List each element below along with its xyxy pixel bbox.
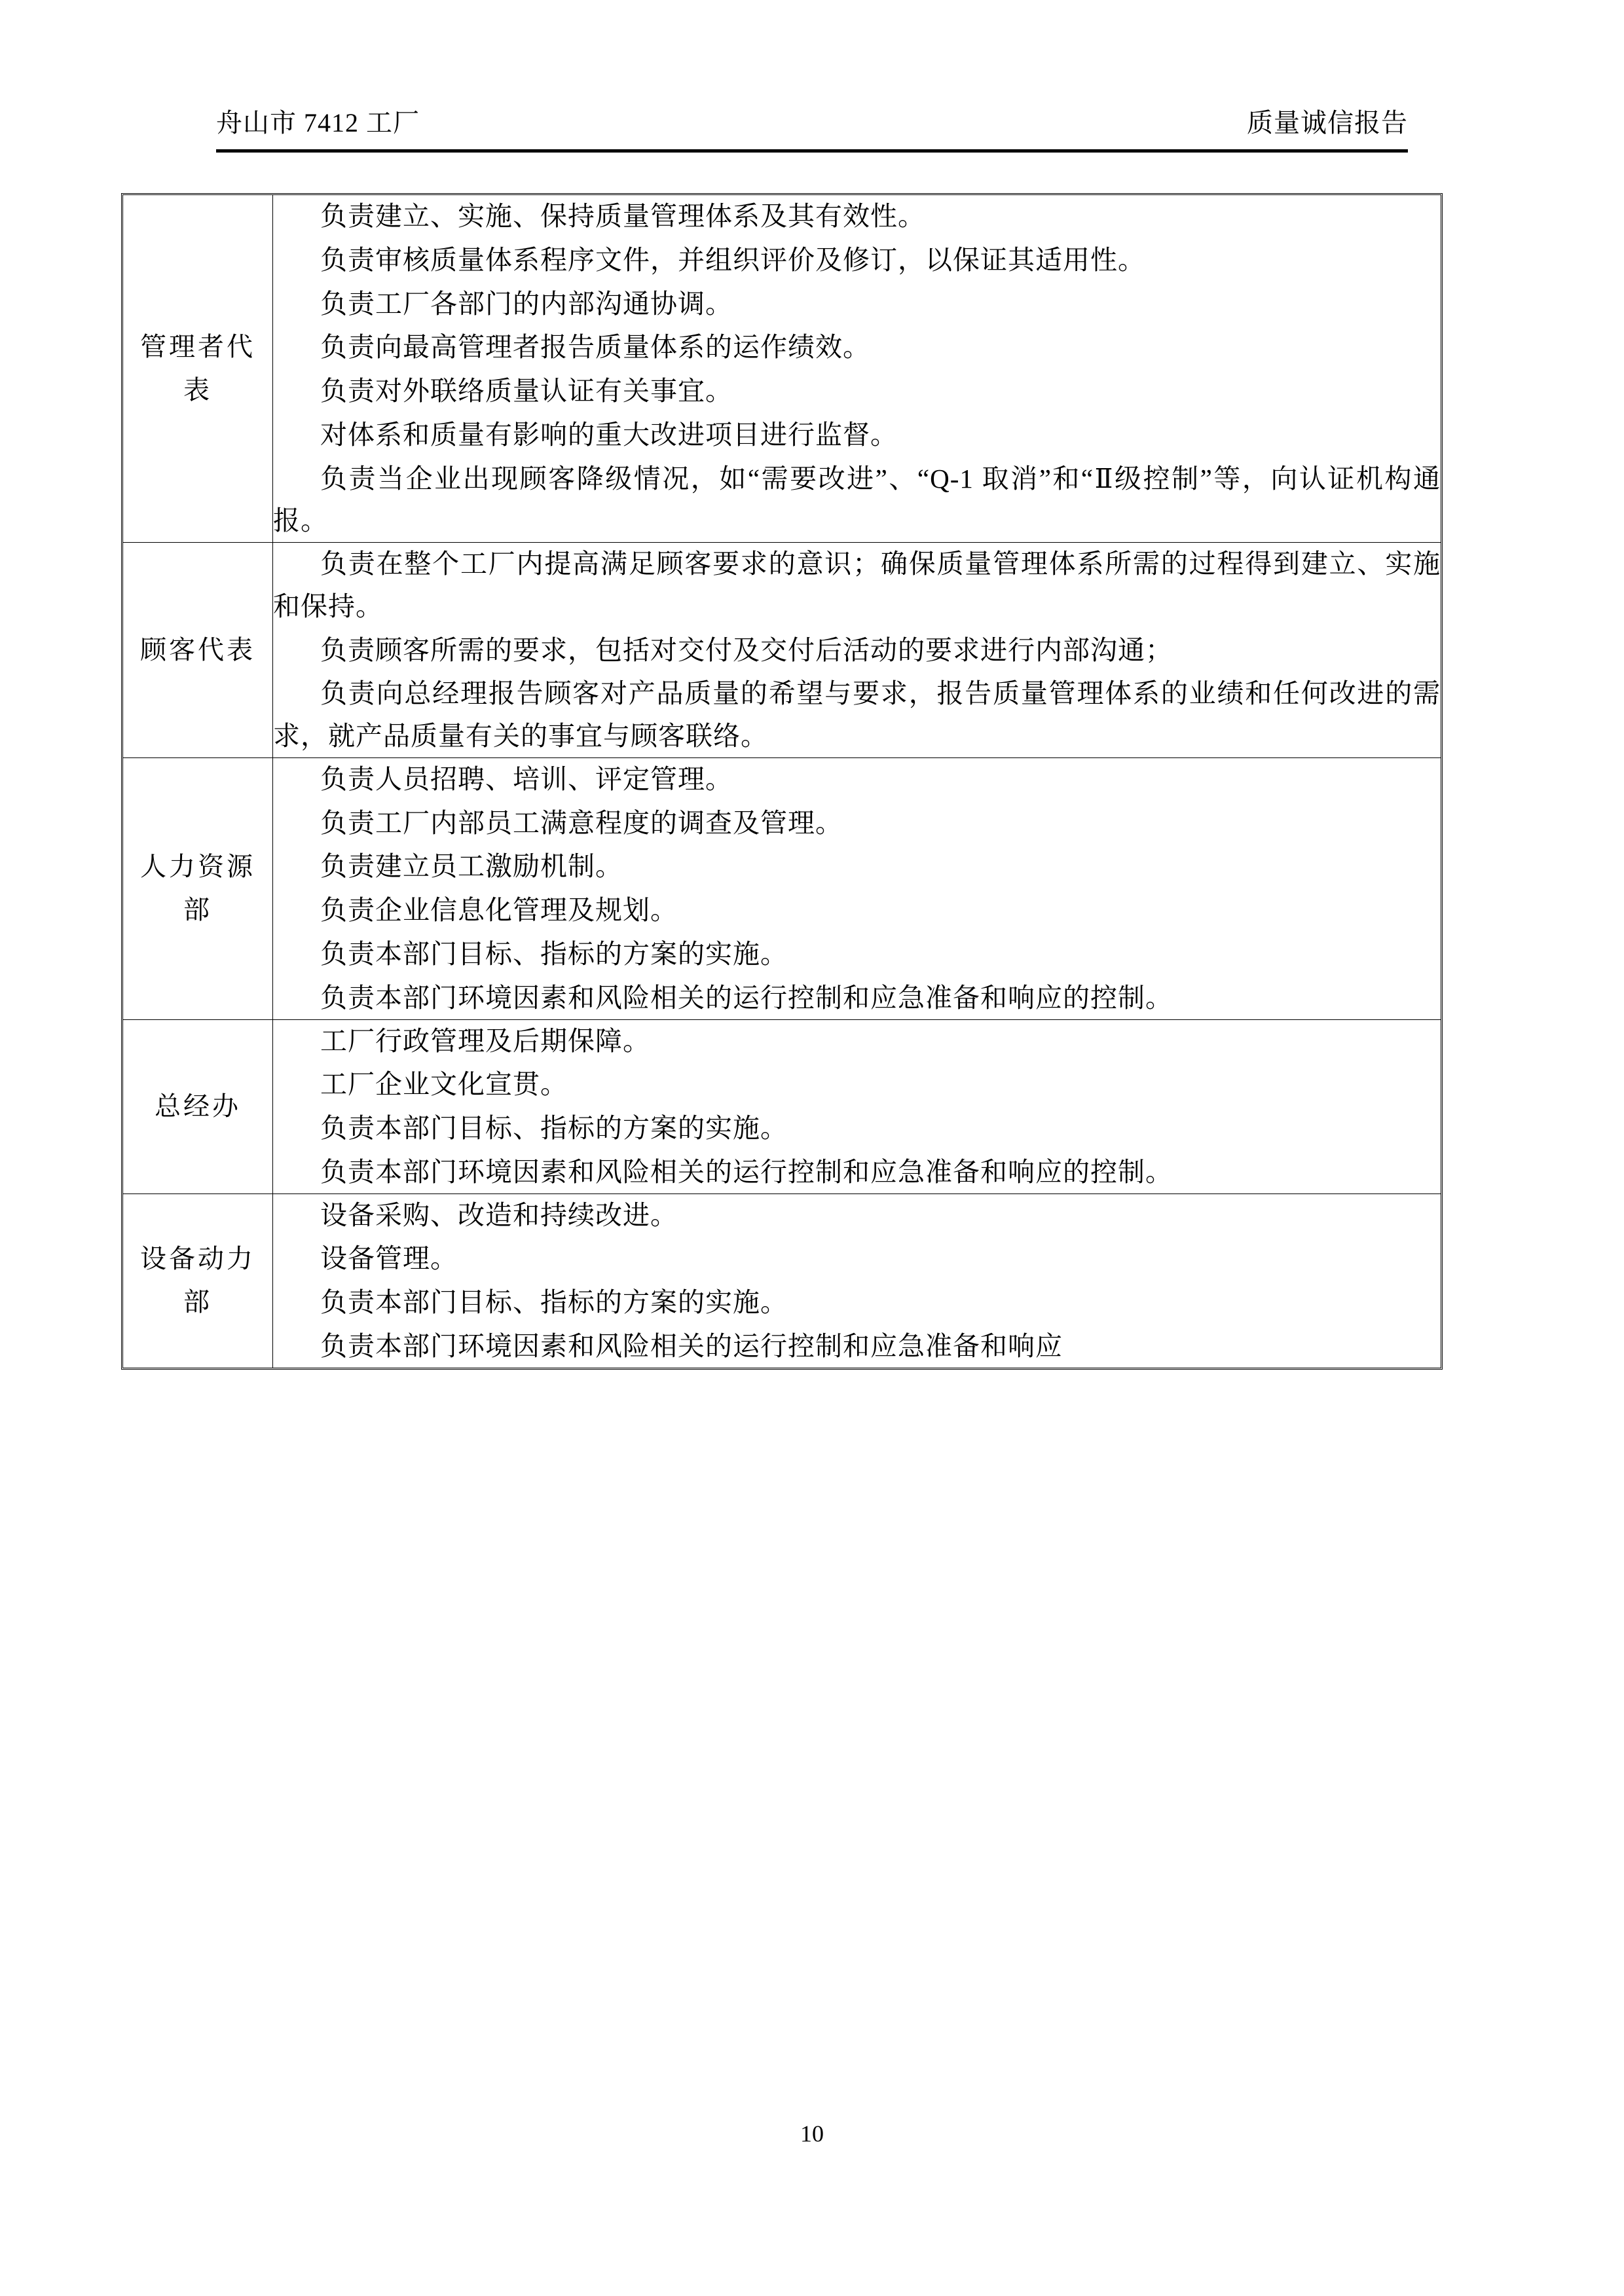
duty-item: 负责审核质量体系程序文件，并组织评价及修订，以保证其适用性。 (320, 244, 1145, 275)
duty-item: 工厂行政管理及后期保障。 (320, 1025, 650, 1056)
duty-item: 负责本部门环境因素和风险相关的运行控制和应急准备和响应 (320, 1330, 1063, 1361)
duty-item: 设备采购、改造和持续改进。 (320, 1199, 678, 1230)
duty-item: 负责对外联络质量认证有关事宜。 (320, 376, 733, 407)
table-row (123, 757, 1441, 1019)
duties-cell (272, 542, 1441, 757)
duty-item: 负责建立、实施、保持质量管理体系及其有效性。 (320, 201, 925, 231)
duty-item: 负责本部门环境因素和风险相关的运行控制和应急准备和响应的控制。 (320, 1156, 1173, 1187)
table-row (123, 542, 1441, 757)
duties-cell (272, 1019, 1441, 1194)
duty-item: 负责本部门目标、指标的方案的实施。 (320, 939, 788, 970)
department-label: 顾客代表 (140, 635, 255, 665)
duty-item: 负责建立员工激励机制。 (320, 851, 623, 882)
duty-item: 对体系和质量有影响的重大改进项目进行监督。 (320, 419, 898, 450)
duty-list (273, 1020, 1441, 1194)
duty-item: 设备管理。 (320, 1243, 458, 1274)
department-cell (123, 757, 272, 1019)
duty-item: 负责在整个工厂内提高满足顾客要求的意识；确保质量管理体系所需的过程得到建立、实施和保持。 (273, 549, 1441, 621)
duty-list (273, 543, 1441, 757)
header-right-title: 质量诚信报告 (1247, 108, 1408, 137)
department-label: 设备动力部 (140, 1244, 255, 1317)
duty-item: 负责顾客所需的要求，包括对交付及交付后活动的要求进行内部沟通； (320, 634, 1173, 665)
duty-item: 负责工厂内部员工满意程度的调查及管理。 (320, 807, 843, 838)
duty-list (273, 1194, 1441, 1368)
department-label: 总经办 (155, 1091, 241, 1121)
department-cell (123, 195, 272, 542)
duty-item: 负责向最高管理者报告质量体系的运作绩效。 (320, 332, 870, 363)
page-number: 10 (800, 2121, 824, 2147)
duty-item: 负责当企业出现顾客降级情况，如“需要改进”、“Q-1 取消”和“Ⅱ级控制”等，向认证机构通报。 (273, 463, 1441, 536)
duty-item: 负责本部门目标、指标的方案的实施。 (320, 1287, 788, 1318)
department-cell (123, 1019, 272, 1194)
duties-cell (272, 1194, 1441, 1368)
duties-cell (272, 195, 1441, 542)
duty-list (273, 758, 1441, 1019)
table-body (123, 195, 1441, 1368)
table-row (123, 1019, 1441, 1194)
duty-list (273, 195, 1441, 542)
department-cell (123, 1194, 272, 1368)
duties-cell (272, 757, 1441, 1019)
duty-item: 负责企业信息化管理及规划。 (320, 895, 678, 926)
duty-item: 负责向总经理报告顾客对产品质量的希望与要求，报告质量管理体系的业绩和任何改进的需求，就产品质量有关的事宜与顾客联络。 (273, 678, 1441, 752)
responsibilities-table (121, 193, 1443, 1370)
department-cell (123, 542, 272, 757)
duty-item: 工厂企业文化宣贯。 (320, 1069, 568, 1100)
table-row (123, 195, 1441, 542)
duty-item: 负责本部门环境因素和风险相关的运行控制和应急准备和响应的控制。 (320, 982, 1173, 1013)
department-label: 人力资源部 (140, 852, 255, 925)
duty-item: 负责人员招聘、培训、评定管理。 (320, 763, 733, 794)
duty-item: 负责本部门目标、指标的方案的实施。 (320, 1113, 788, 1144)
duty-item: 负责工厂各部门的内部沟通协调。 (320, 288, 733, 319)
table-row (123, 1194, 1441, 1368)
header-divider (216, 149, 1408, 153)
running-header (216, 110, 1408, 136)
department-label: 管理者代表 (140, 332, 255, 405)
header-left-title: 舟山市 7412 工厂 (216, 108, 420, 137)
